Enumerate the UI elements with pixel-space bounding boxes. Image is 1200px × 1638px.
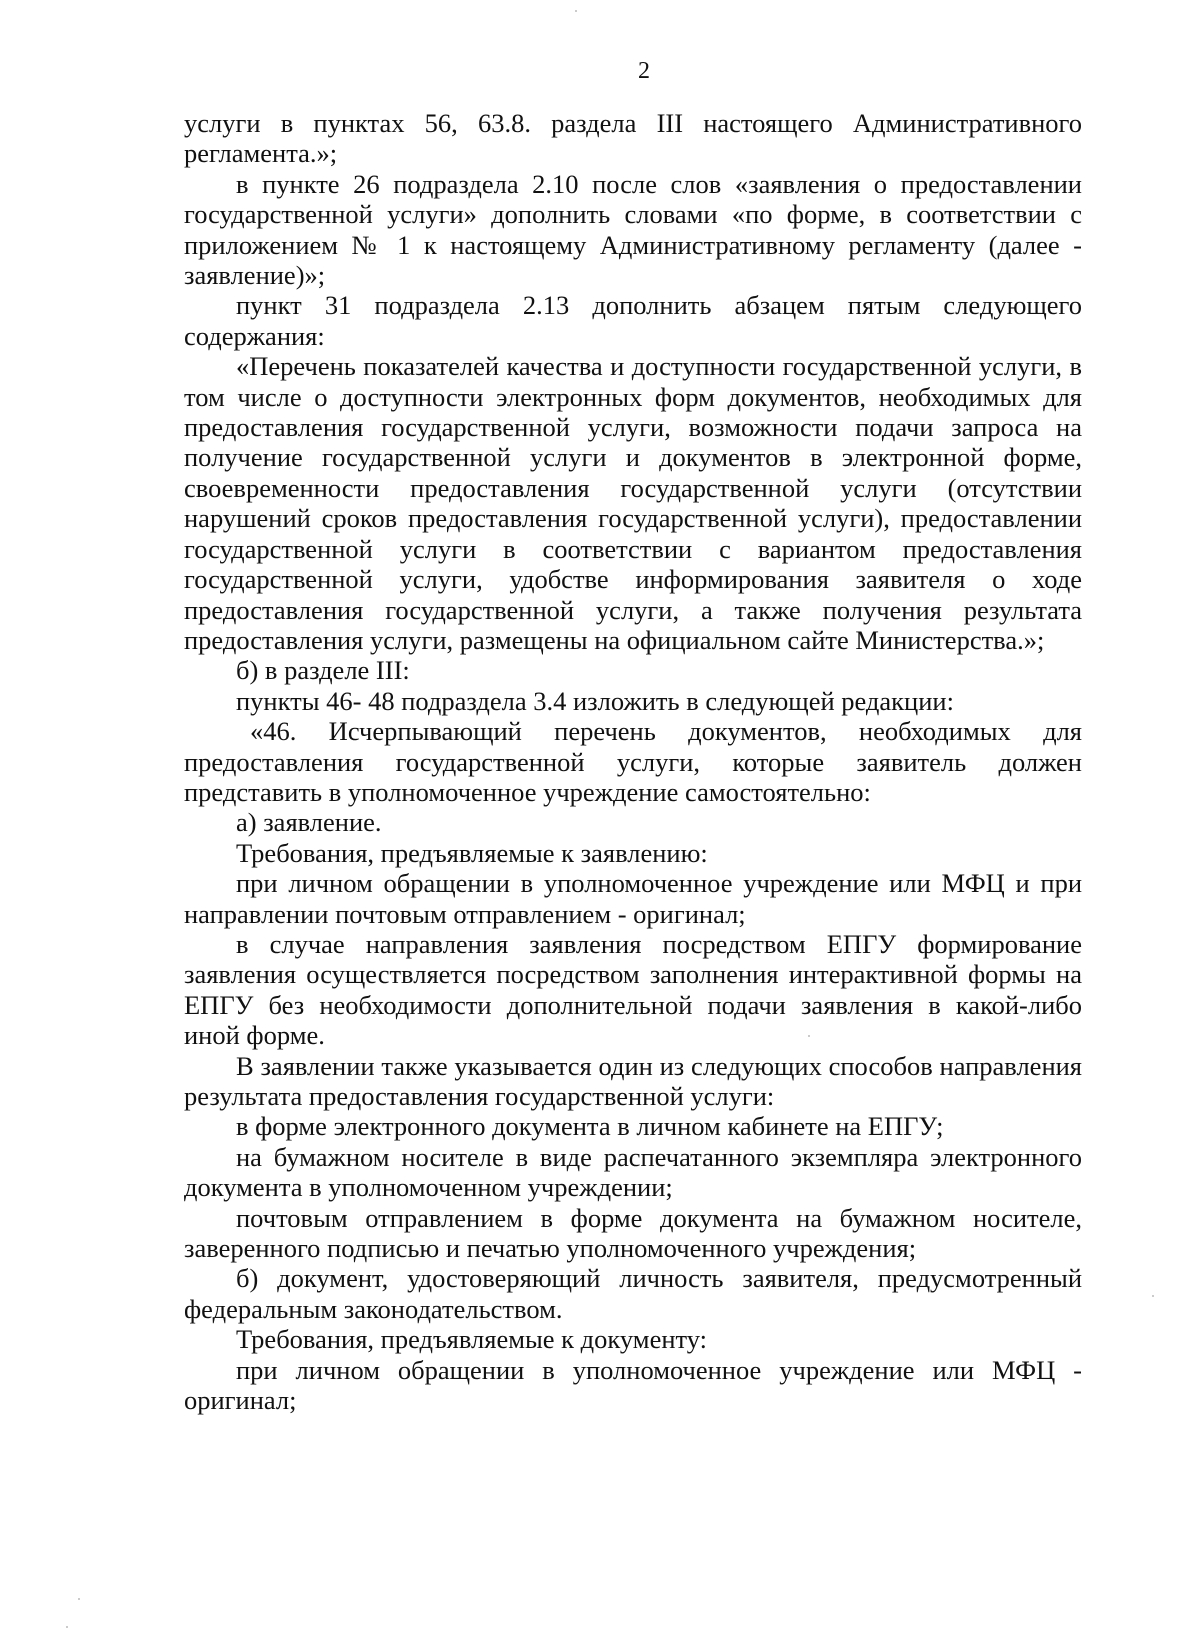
scan-speck: [1152, 1295, 1154, 1297]
paragraph-section-iii: б) в разделе III:: [236, 655, 410, 686]
paragraph-document-original: при личном обращении в уполномоченное учреждение или МФЦ - оригинал;: [184, 1354, 1082, 1416]
paragraph-amendment-p26: в пункте 26 подраздела 2.10 после слов «заявления о предоставлении государственной услуги» дополнить словами «по форме, в соответствии с приложением № 1 к настоящему Административному регламенту (далее - заявление)»;: [184, 168, 1082, 291]
document-body: [184, 108, 1082, 1415]
paragraph-item-46: «46. Исчерпывающий перечень документов, необходимых для предоставления государственной услуги, которые заявитель должен представить в уполномоченное учреждение самостоятельно:: [184, 716, 1082, 807]
paragraph-item-b: б) документ, удостоверяющий личность заявителя, предусмотренный федеральным законодательством.: [184, 1263, 1082, 1324]
paragraph-requirements-document: Требования, предъявляемые к документу:: [236, 1324, 708, 1355]
scan-speck: [78, 1598, 80, 1600]
scan-speck: [808, 1035, 810, 1037]
paragraph-quality-indicators: «Перечень показателей качества и доступности государственной услуги, в том числе о доступности электронных форм документов, необходимых для предоставления государственной услуги, возможности подачи запроса на получение государственной услуги и документов в электронной форме, своевременности предоставления государственной услуги (отсутствии нарушений сроков предоставления государственной услуги), предоставлении государственной услуги в соответствии с вариантом предоставления государственной услуги, удобстве информирования заявителя о ходе предоставления государственной услуги, а также получения результата предоставления услуги, размещены на официальном сайте Министерства.»;: [184, 351, 1082, 655]
page-number: 2: [638, 58, 650, 84]
paragraph-points-46-48: пункты 46- 48 подраздела 3.4 изложить в следующей редакции:: [236, 685, 954, 716]
scan-speck: [575, 10, 577, 12]
paragraph-method-paper: на бумажном носителе в виде распечатанного экземпляра электронного документа в уполномоченном учреждении;: [184, 1141, 1082, 1203]
paragraph-amendment-p31: пункт 31 подраздела 2.13 дополнить абзацем пятым следующего содержания:: [184, 290, 1082, 351]
paragraph-continuation: услуги в пунктах 56, 63.8. раздела III настоящего Административного регламента.»;: [184, 108, 1082, 169]
paragraph-method-post: почтовым отправлением в форме документа на бумажном носителе, заверенного подписью и печатью уполномоченного учреждения;: [184, 1202, 1082, 1264]
paragraph-requirements-application: Требования, предъявляемые к заявлению:: [236, 837, 708, 868]
scan-speck: [66, 1626, 68, 1628]
paragraph-method-electronic: в форме электронного документа в личном кабинете на ЕПГУ;: [236, 1111, 944, 1142]
paragraph-epgu-submission: в случае направления заявления посредством ЕПГУ формирование заявления осуществляется посредством заполнения интерактивной формы на ЕПГУ без необходимости дополнительной подачи заявления в какой-либо иной форме.: [184, 928, 1082, 1051]
paragraph-result-methods: В заявлении также указывается один из следующих способов направления результата предоставления государственной услуги:: [184, 1050, 1082, 1111]
paragraph-item-a: а) заявление.: [236, 807, 382, 838]
paragraph-personal-visit: при личном обращении в уполномоченное учреждение или МФЦ и при направлении почтовым отправлением - оригинал;: [184, 868, 1082, 929]
